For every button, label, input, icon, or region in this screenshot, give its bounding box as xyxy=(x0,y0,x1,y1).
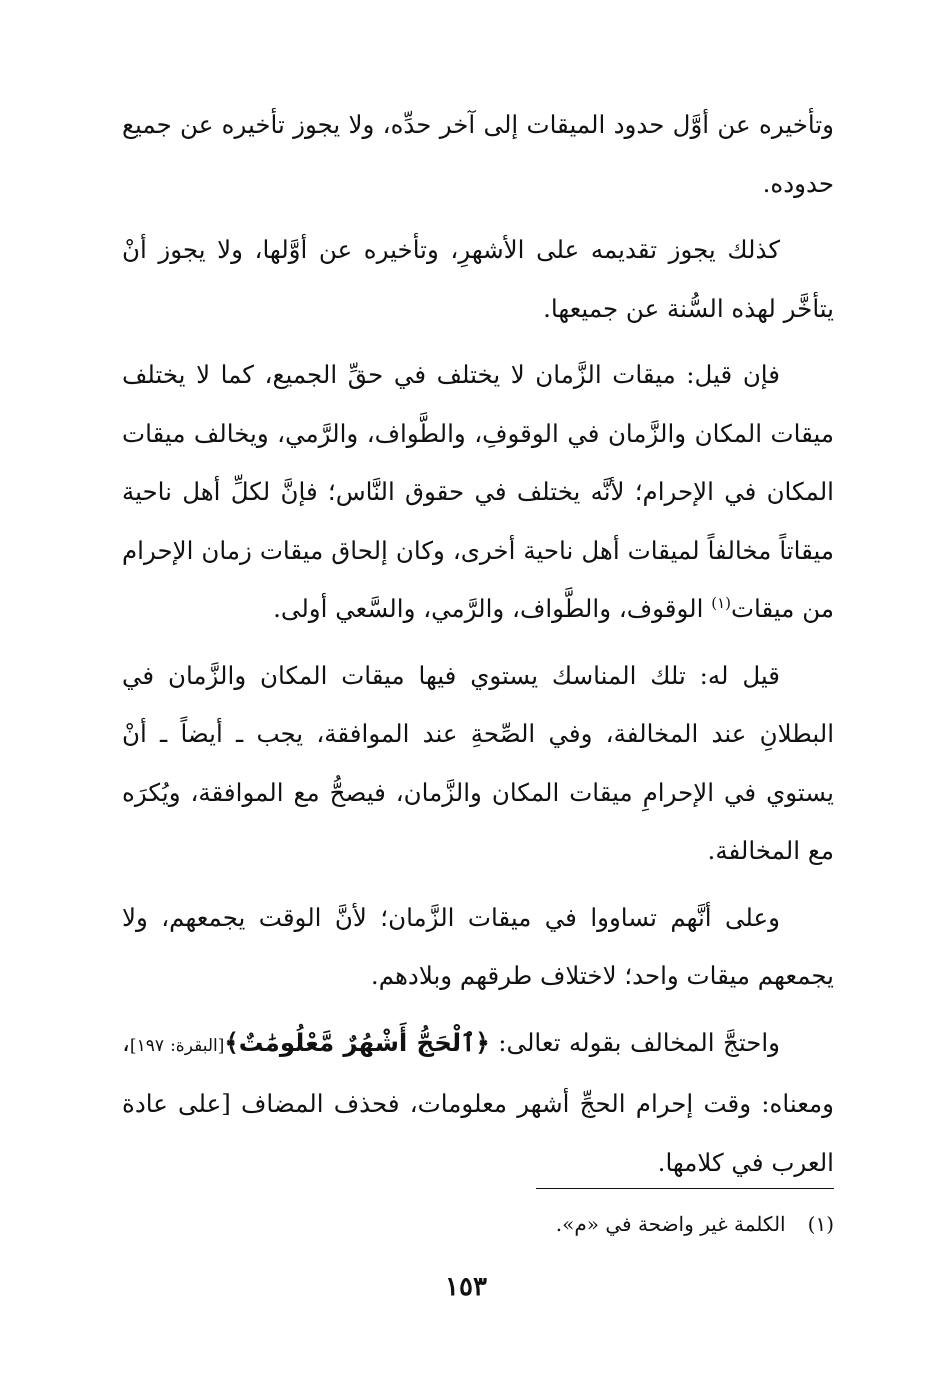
paragraph-3 xyxy=(122,346,834,639)
paragraph-6-rest: ، ومعناه: وقت إحرام الحجِّ أشهر معلومات، فحذف المضاف [على عادة العرب في كلامها. xyxy=(122,1027,834,1177)
paragraph-2: كذلك يجوز تقديمه على الأشهرِ، وتأخيره عن أوَّلها، ولا يجوز أنْ يتأخَّر لهذه السُّنة عن جميعها. xyxy=(122,235,834,323)
footnote-divider xyxy=(536,1188,834,1189)
paragraph-3-body: فإن قيل: ميقات الزَّمان لا يختلف في حقِّ الجميع، كما لا يختلف ميقات المكان والزَّمان في الوقوفِ، والطَّواف، والرَّمي، ويخالف ميقات المكان في الإحرام؛ لأنَّه يختلف في حقوق النَّاس؛ فإنَّ لكلِّ أهل ناحية ميقاتاً مخالفاً لميقات أهل ناحية أخرى، وكان إلحاق ميقات زمان الإحرام من ميقات xyxy=(122,360,834,623)
page-body xyxy=(122,96,834,1200)
paragraph-5: وعلى أنَّهم تساووا في ميقات الزَّمان؛ لأنَّ الوقت يجمعهم، ولا يجمعهم ميقات واحد؛ لاختلاف طرقهم وبلادهم. xyxy=(122,902,834,990)
paragraph-6 xyxy=(122,1014,834,1193)
footnote-number: (١) xyxy=(807,1212,834,1236)
verse-reference: [البقرة: ١٩٧] xyxy=(129,1035,225,1056)
paragraph-1: وتأخيره عن أوَّل حدود الميقات إلى آخر حدِّه، ولا يجوز تأخيره عن جميع حدوده. xyxy=(122,110,834,198)
page-number: ١٥٣ xyxy=(445,1272,487,1302)
footnote-marker: (١) xyxy=(711,593,731,612)
paragraph-4: قيل له: تلك المناسك يستوي فيها ميقات المكان والزَّمان في البطلانِ عند المخالفة، وفي الصِّحةِ عند الموافقة، يجب ـ أيضاً ـ أنْ يستوي في الإحرامِ ميقات المكان والزَّمان، فيصحُّ مع الموافقة، ويُكرَه مع المخالفة. xyxy=(122,660,834,865)
footnote-text: الكلمة غير واضحة في «م». xyxy=(555,1212,786,1236)
paragraph-3-tail: الوقوف، والطَّواف، والرَّمي، والسَّعي أولى. xyxy=(273,594,712,623)
quran-verse: ﴿ٱلْحَجُّ أَشْهُرٌ مَّعْلُومَٰتٌ﴾ xyxy=(224,1027,490,1057)
paragraph-6-intro: واحتجَّ المخالف بقوله تعالى: xyxy=(489,1027,780,1057)
footnote xyxy=(556,1206,834,1242)
